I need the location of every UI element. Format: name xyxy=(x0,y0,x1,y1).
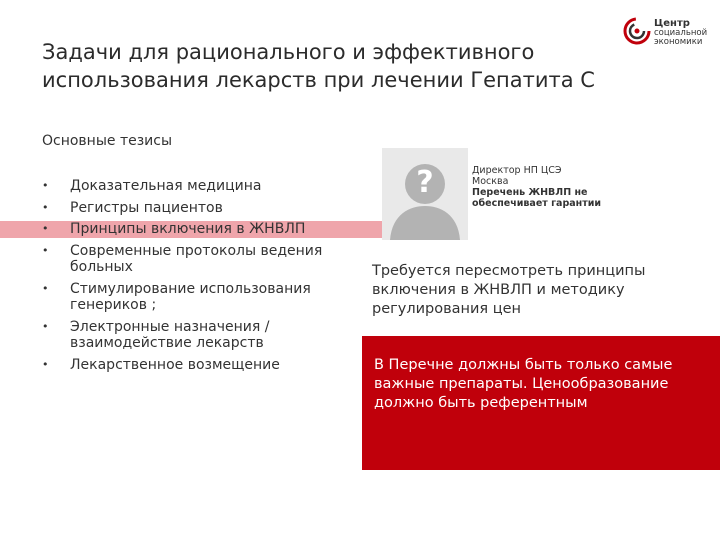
quote-block xyxy=(472,165,601,209)
bullet-item xyxy=(42,200,352,217)
quote-line1: Директор НП ЦСЭ xyxy=(472,165,562,176)
bullet-dot: • xyxy=(42,319,49,333)
quote-line2: Москва xyxy=(472,176,509,187)
avatar-question-mark: ? xyxy=(416,165,434,200)
unknown-person-icon xyxy=(382,148,468,240)
red-callout xyxy=(362,336,720,470)
bullet-dot: • xyxy=(42,179,49,192)
bullet-item xyxy=(42,243,352,276)
bullet-dot: • xyxy=(42,200,49,214)
bullet-item xyxy=(42,178,352,195)
bullet-text: Принципы включения в ЖНВЛП xyxy=(70,221,306,237)
logo-line3: экономики xyxy=(654,37,703,47)
bullet-dot: • xyxy=(42,222,49,235)
red-callout-text: В Перечне должны быть только самые важные препараты. Ценообразование должно быть референтным xyxy=(374,357,673,411)
bullet-item-highlighted xyxy=(0,221,402,238)
bullet-text: Регистры пациентов xyxy=(70,199,223,216)
bullet-list xyxy=(42,178,352,378)
logo-mark-icon xyxy=(622,16,652,46)
slide-title-line2: использования лекарств при лечении Гепатита С xyxy=(42,68,595,92)
subtitle: Основные тезисы xyxy=(42,133,173,149)
bullet-text: Современные протоколы ведения больных xyxy=(70,242,323,275)
quote-line4: обеспечивает гарантии xyxy=(472,198,602,209)
bullet-text: Доказательная медицина xyxy=(70,178,262,194)
bullet-item xyxy=(42,281,352,314)
slide-title-line1: Задачи для рационального и эффективного xyxy=(42,40,535,64)
logo xyxy=(622,14,712,54)
bullet-text: Лекарственное возмещение xyxy=(70,356,280,373)
logo-line1: Центр xyxy=(654,18,690,29)
logo-line2: социальной xyxy=(654,27,708,38)
bullet-item xyxy=(42,357,352,374)
middle-statement: Требуется пересмотреть принципы включения в ЖНВЛП и методику регулирования цен xyxy=(372,263,646,317)
quote-line3: Перечень ЖНВЛП не xyxy=(472,187,588,198)
bullet-text: Электронные назначения / взаимодействие лекарств xyxy=(70,318,270,351)
bullet-dot: • xyxy=(42,357,49,371)
slide-title xyxy=(42,38,642,94)
bullet-item xyxy=(42,319,352,352)
logo-text xyxy=(654,19,707,48)
bullet-dot: • xyxy=(42,243,49,257)
bullet-dot: • xyxy=(42,281,49,295)
bullet-text: Стимулирование использования генериков ; xyxy=(70,280,311,313)
